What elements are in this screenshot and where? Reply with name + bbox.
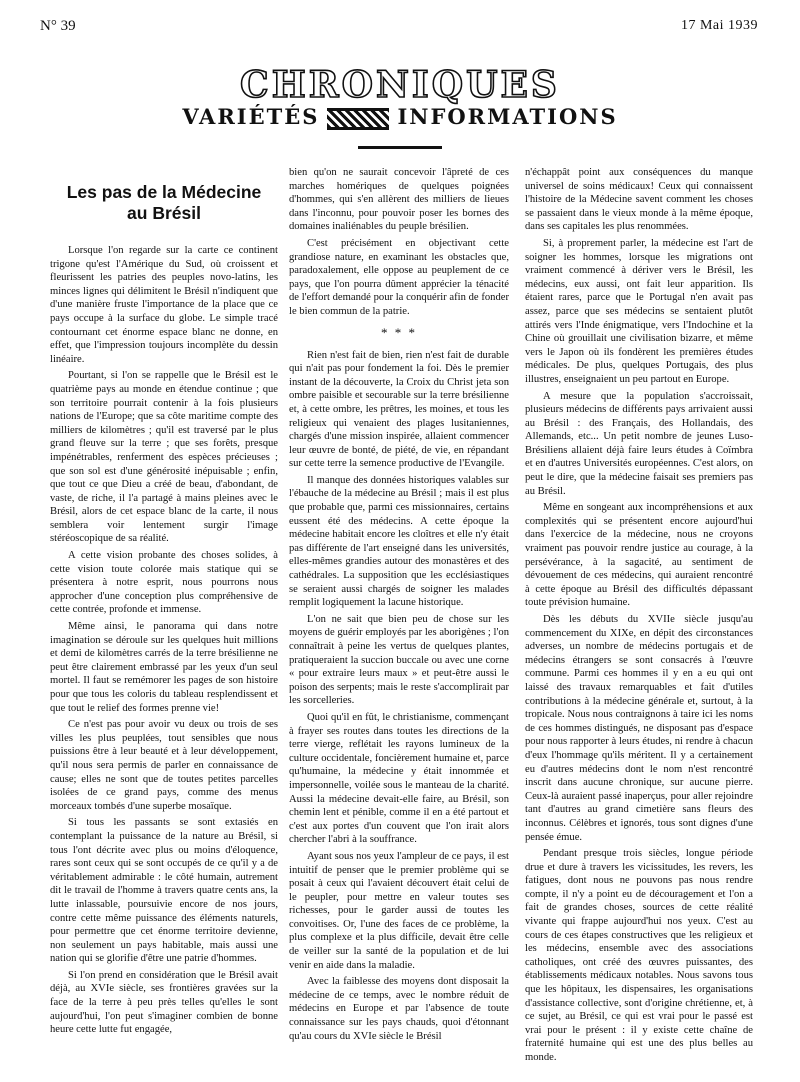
masthead-subtitle — [0, 104, 800, 130]
paragraph: Pourtant, si l'on se rappelle que le Brésil est le quatrième pays au monde en étendue continue ; que son territoire pourrait contenir à la fois plusieurs nations de l'Europe; que sa côte maritime compte des milliers de kilomètres ; qu'il est traversé par le plus grand fleuve sur la terre ; que ses forêts, presque impénétrables, renferment des espèces précieuses ; que son sol est d'une générosité inépuisable ; enfin, que tout ce que Dieu a créé de beau, d'abondant, de vaste, de riche, il l'a partagé à mains pleines avec le Brésil, alors de cet espace blanc de la carte, il nous semblera voir lentement surgir l'image stéréoscopique de sa réalité. — [50, 370, 278, 545]
paragraph: Si l'on prend en considération que le Brésil avait déjà, au XVIe siècle, ses frontières gravées sur la face de la terre à peu près telles qu'elles le sont aujourd'hui, l'on peut s'imaginer combien de bonne heure cette lutte fut engagée, — [50, 969, 278, 1036]
paragraph: Avec la faiblesse des moyens dont disposait la médecine de ce temps, avec le nombre réduit de médecins en Europe et par l'absence de toute connaissance sur les pays chauds, quoi d'étonnant qu'au cours du XVIe siècle le Brésil — [289, 976, 509, 1042]
masthead-sub-right: INFORMATIONS — [397, 104, 618, 129]
ornament-icon — [327, 108, 389, 130]
column-2 — [289, 166, 509, 1046]
paragraph: Si, à proprement parler, la médecine est l'art de soigner les hommes, lorsque les migrations ont vraiment commencé à dériver vers le Brésil, les médecins, eux aussi, ont fait leur apparition. Ils étaient rares, parce que le Portugal n'en avait pas assez, parce que ses médecins se sentaient plutôt attirés vers l'Inde énigmatique, vers l'Indochine et la Chine où grouillait une civilisation bizarre, et même vers le Japon où ils fondèrent les premières études médicales. De plus, quelques Portugais, des plus illustres, enseignaient un peu partout en Europe. — [525, 237, 753, 385]
paragraph: A cette vision probante des choses solides, à cette vision toute colorée mais statique qui se présentera à notre esprit, nous pourrons nous approcher d'une conception plus compréhensive de cette contrée, profonde et immense. — [50, 550, 278, 616]
paragraph: Lorsque l'on regarde sur la carte ce continent trigone qu'est l'Amérique du Sud, où croissent et fleurissent les patries des peuples novo-latins, les minces lignes qui délimitent le Brésil n'indiquent que d'une manière fruste l'importance de la place que ce pays occupe à la surface du globe. Le simple tracé contournant cet énorme espace blanc ne donne, en effet, que l'impression toujours incomplète du dessin linéaire. — [50, 245, 278, 365]
section-separator: * * * — [381, 324, 417, 340]
masthead-rule — [358, 146, 442, 149]
paragraph: C'est précisément en objectivant cette grandiose nature, en examinant les obstacles que, paradoxalement, elle oppose au peuplement de ce pays, que l'on pourra dûment apprécier la ténacité de l'effort demandé pour la conquérir afin de fonder le bien commun de la patrie. — [289, 237, 509, 317]
paragraph: Quoi qu'il en fût, le christianisme, commençant à frayer ses routes dans toutes les directions de la terre vierge, reflétait les rayons lumineux de la culture occidentale, foncièrement humaine et, parce qu'humaine, la médecine y était innommée et impersonnelle, voilée sous le manteau de la charité. Aussi la médecine devait-elle faire, au Brésil, son chemin lent et pénible, comme il en a été partout et c'est aux portes d'un couvent que l'on irait alors chercher l'abri à la souffrance. — [289, 711, 509, 846]
paragraph: Ayant sous nos yeux l'ampleur de ce pays, il est intuitif de penser que le premier problème qui se posait à ceux qui l'avaient découvert était celui de le peupler, pour mettre en valeur toutes ses richesses, pour le garder aussi de toutes les convoitises. Or, l'une des faces de ce problème, la plus complexe et la plus difficile, devait être celle de veiller sur la santé de la population et de lui venir en aide dans la maladie. — [289, 850, 509, 971]
issue-number: N° 39 — [40, 18, 76, 34]
masthead-title: CHRONIQUES — [240, 64, 560, 106]
paragraph: n'échappât point aux conséquences du manque universel de soins médicaux! Ceux qui connaissent l'histoire de la Médecine savent comment les choses se passaient dans le vieux monde à la même époque, dans ses capitales les plus renommées. — [525, 167, 753, 233]
paragraph: Ce n'est pas pour avoir vu deux ou trois de ses villes les plus peuplées, tout sensibles que nous puissions être à leur beauté et à leur développement, qu'il nous sera permis de parler en connaissance de cause; elles ne sont que de toutes petites parcelles isolées de ce grand pays, comme des menus morceaux tombés d'une superbe mosaïque. — [50, 719, 278, 812]
paragraph: Si tous les passants se sont extasiés en contemplant la puissance de la nature au Brésil, si tous l'ont décrite avec plus ou moins d'éloquence, rares sont ceux qui se sont occupés de ce qu'il y a de véritablement admirable : le côté humain, autrement dit le travail de l'homme à travers quatre cents ans, la lutte inlassable, poursuivie encore de nos jours, contre cette même puissance des éléments naturels, pour permettre que cet énorme territoire devienne, non seulement un pays habitable, mais aussi une nation qui se glorifie d'être une patrie d'hommes. — [50, 817, 278, 965]
paragraph: Rien n'est fait de bien, rien n'est fait de durable qui n'ait pas pour fondement la foi. Dès le premier instant de la découverte, la Croix du Christ jeta son ombre paisible et secourable sur la terre brésilienne et, à cette ombre, les prêtres, les moines, et tous les religieux qui venaient des plages lusitaniennes, chargés d'une mission inspirée, allaient commencer leur œuvre de bonté, de piété, de vie, en répandant sur cette terre la semence productive de l'Evangile. — [289, 349, 509, 470]
column-3 — [525, 166, 753, 1068]
column-1 — [50, 178, 278, 1040]
paragraph: L'on ne sait que bien peu de chose sur les moyens de guérir employés par les aborigènes ; l'on connaîtrait à peine les vertus de quelques plantes, pratiqueraient la succion buccale ou avec une corne « pour extraire leurs maux » et peut-être aussi le poison des serpents; mais le reste s'accomplirait par les sorcelleries. — [289, 613, 509, 707]
paragraph: Même ainsi, le panorama qui dans notre imagination se déroule sur les quelques huit millions et demi de kilomètres carrés de la terre brésilienne ne peut être clairement embrassé par les yeux d'un seul mortel. Il faut se remémorer les pages de son histoire pour que tous les coloris du tableau resplendissent et que tout le relief des formes prenne vie! — [50, 621, 278, 714]
paragraph: Pendant presque trois siècles, longue période drue et dure à travers les vicissitudes, les revers, les fatigues, dont nous ne pouvons pas nous rendre compte, il n'y a point eu de découragement et l'on a fait de grandes choses, sources de cette réalité vivante qui frappe aujourd'hui nos yeux. C'est au cours de ces étapes constructives que les religieux et les médecins, ensemble avec des associations catholiques, ont créé des œuvres puissantes, des établissements médicaux notables. Nous savons tous que les hôpitaux, les dispensaires, les organisations d'assistance collective, sont d'origine chrétienne, et, à ce sujet, au Brésil, ce qui est vrai pour le passé est vrai pour le présent : il y existe cette chaîne de fraternité humaine qui est une des plus belles au monde. — [525, 848, 753, 1063]
paragraph: bien qu'on ne saurait concevoir l'âpreté de ces marches homériques de quelques poignées d'hommes, qui s'en allèrent des milliers de lieues dans l'inconnu, pour pouvoir poser les bornes des domaines inaliénables du peuple brésilien. — [289, 167, 509, 233]
issue-date: 17 Mai 1939 — [680, 18, 758, 33]
article-title — [50, 182, 278, 224]
paragraph: A mesure que la population s'accroissait, plusieurs médecins de différents pays arrivaient aussi au Brésil : des Français, des Hollandais, des Allemands, etc... Un petit nombre de jeunes Luso-Brésiliens allaient déjà faire leurs études à Coïmbra et en d'autres Universités européennes. C'est alors, on peut le dire, que la médecine faisait ses premiers pas au Brésil. — [525, 390, 753, 497]
paragraph: Dès les débuts du XVIIe siècle jusqu'au commencement du XIXe, en dépit des circonstances adverses, un nombre de médecins portugais et de médecins étrangers se sont consacrés à l'œuvre commune. Parmi ces hommes il y en a eu qui ont laissé des travaux remarquables et fait d'utiles contributions à la médecine générale et, surtout, à la tropicale. Nous nous contraignons à taire ici les noms de ces hommes distingués, ne disposant pas d'espace pour nous rapporter à leurs études, ni rendre à chacun d'eux l'hommage qu'ils méritent. Il y a certainement eu d'autres médecins dont le nom n'est rencontré inscrit dans aucune chronique, sur aucune pierre. Ceux-là auraient passé inaperçus, pour aller rejoindre tant d'autres au grand cimetière sans fleurs des inconnus. Célèbres et ignorés, tous sont dignes d'une pensée émue. — [525, 614, 753, 843]
article-title-line-2: au Brésil — [127, 203, 201, 223]
paragraph: Il manque des données historiques valables sur l'ébauche de la médecine au Brésil ; mais il est plus que probable que, parmi ces missionnaires, certains eussent été des médecins. A cette époque la médecine habitait encore les cloîtres et elle n'y était pas différente de l'art enseigné dans les universités, elles-mêmes grandies autour des monastères et des cathédrales. La supposition que les ecclésiastiques se seraient aussi chargés de soigner les malades remplit logiquement la lacune historique. — [289, 474, 509, 609]
article-title-line-1: Les pas de la Médecine — [66, 182, 262, 202]
masthead-sub-left: VARIÉTÉS — [182, 104, 320, 129]
paragraph: Même en songeant aux incompréhensions et aux complexités qui se présentent encore aujourd'hui dans l'exercice de la médecine, nous ne croyons vraiment pas pouvoir rendre justice au courage, à la persévérance, à la sagacité, au sentiment de dévouement de ces médecins, qui auraient rencontré à cette époque au Brésil des difficultés dépassant toute prévision humaine. — [525, 502, 753, 609]
